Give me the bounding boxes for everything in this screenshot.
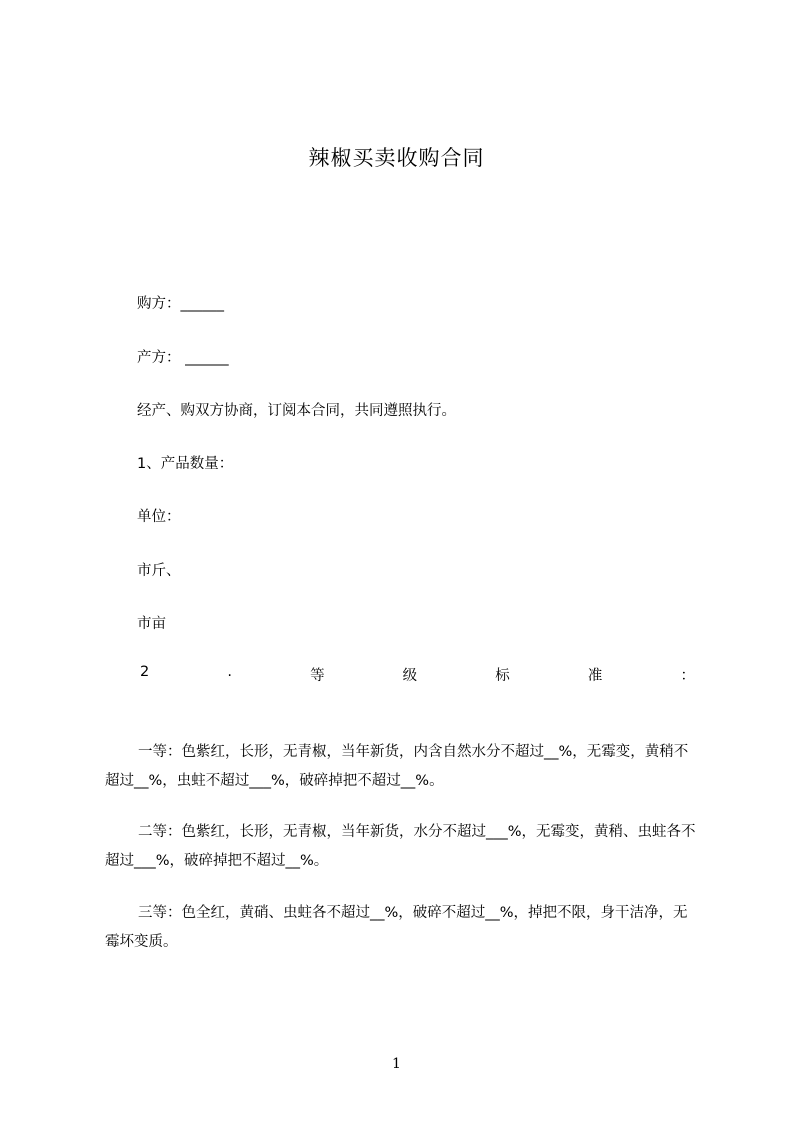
grade2-paragraph: 二等：色紫红，长形，无青椒，当年新货，水分不超过___%，无霉变，黄稍、虫蛀各不超过___%，破碎掉把不超过__%。 xyxy=(105,824,696,869)
page-number: 1 xyxy=(392,1056,401,1072)
unit-label: 单位： xyxy=(137,509,181,525)
grade3-paragraph: 三等：色全红，黄硝、虫蛀各不超过__%，破碎不超过__%，掉把不限，身干洁净，无霉坏变质。 xyxy=(105,905,688,950)
section2-heading-part: 标 xyxy=(495,668,510,684)
seller-line: 产方： ______ xyxy=(137,350,229,366)
section2-heading-part: . xyxy=(227,664,232,680)
section2-heading-part: 准 xyxy=(587,668,603,684)
section2-heading-part: 2 xyxy=(140,664,150,680)
unit-mu: 市亩 xyxy=(137,616,166,632)
document-title: 辣椒买卖收购合同 xyxy=(308,146,485,170)
intro-text: 经产、购双方协商，订阅本合同，共同遵照执行。 xyxy=(137,403,456,419)
section1-heading: 1、产品数量： xyxy=(137,456,234,472)
buyer-line: 购方：______ xyxy=(137,296,224,312)
section2-heading-part: 等 xyxy=(310,668,325,684)
unit-jin: 市斤、 xyxy=(137,563,181,579)
section2-heading xyxy=(140,664,695,685)
grade1-paragraph: 一等：色紫红，长形，无青椒，当年新货，内含自然水分不超过__%，无霉变，黄稍不超过__%，虫蛀不超过___%，破碎掉把不超过__%。 xyxy=(105,744,689,789)
section2-heading-part: 级 xyxy=(402,668,418,684)
section2-heading-part: ： xyxy=(680,668,695,684)
